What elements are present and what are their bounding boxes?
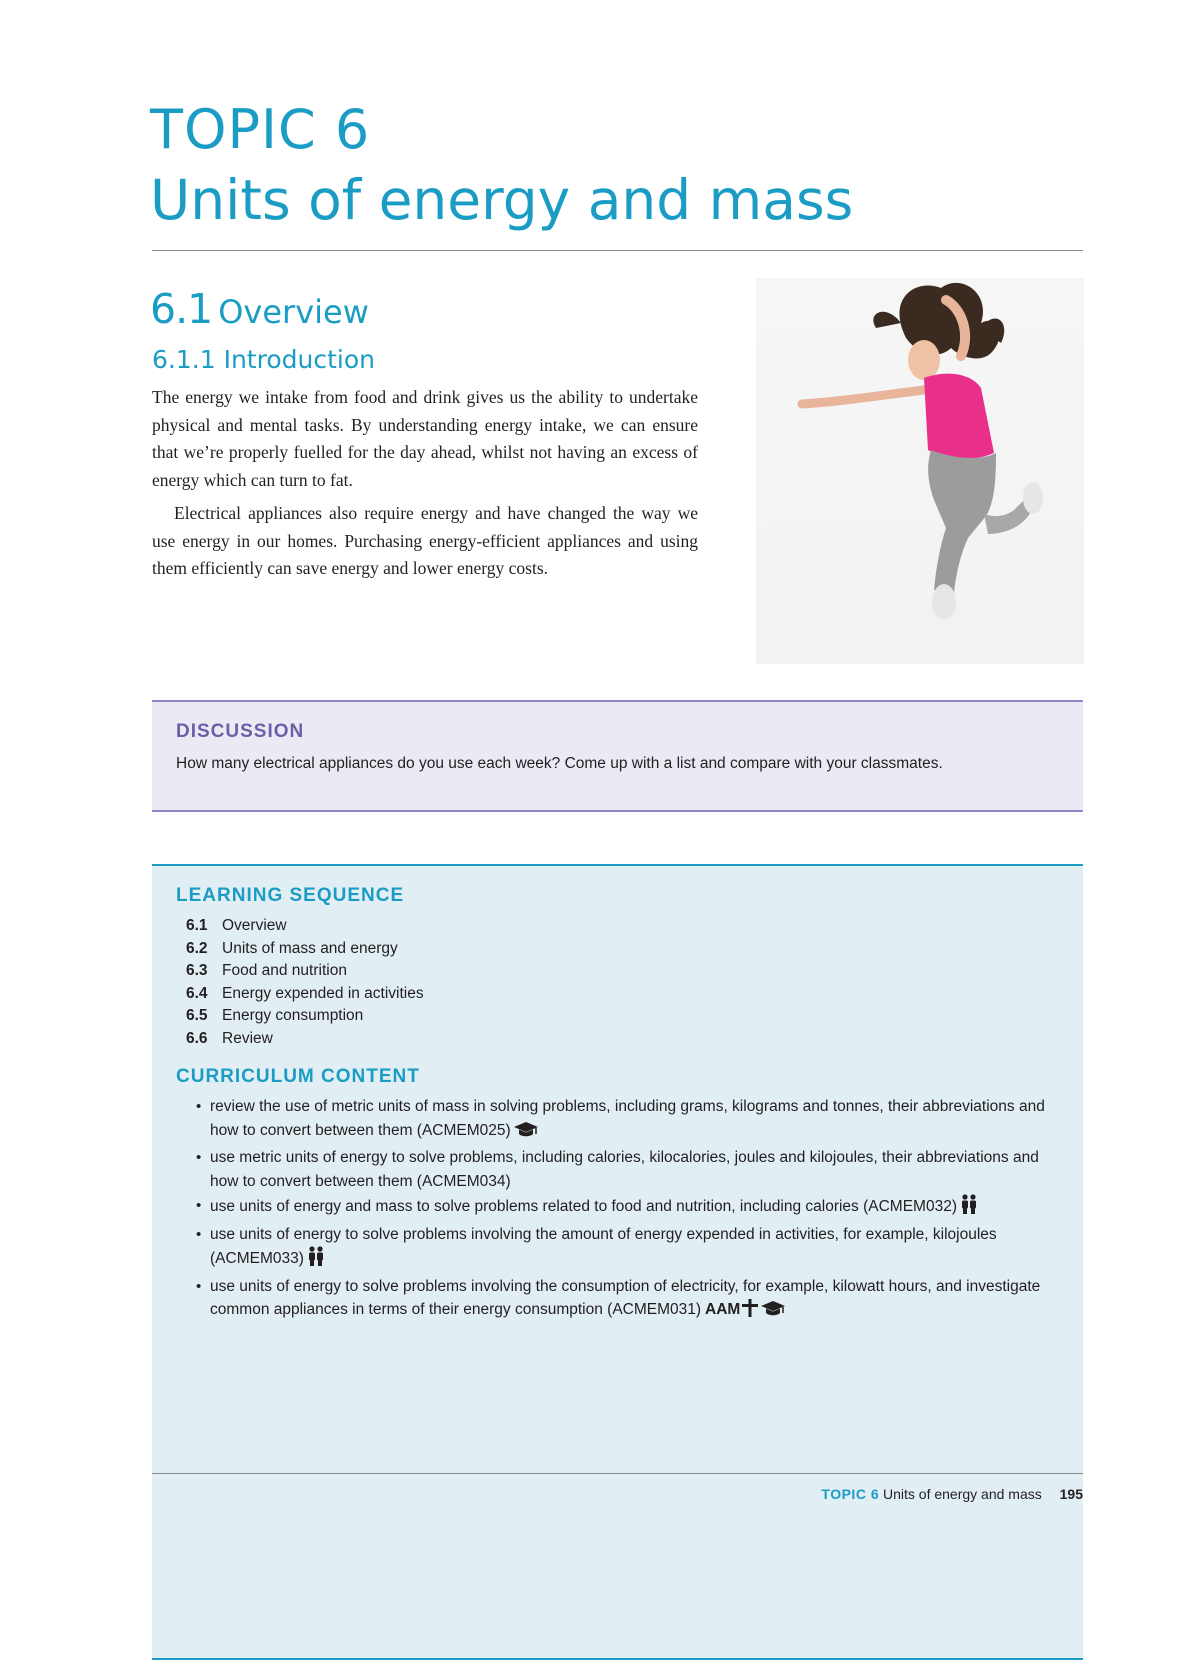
page-footer [821, 1486, 1083, 1502]
curriculum-item: • use units of energy to solve problems involving the consumption of electricity, for example, kilowatt hours, and investigate common appliances in terms of their energy consumption (ACMEM031) AAM [176, 1275, 1066, 1325]
curriculum-item: • review the use of metric units of mass in solving problems, including grams, kilograms and tonnes, their abbreviations and how to convert between them (ACMEM025) [176, 1095, 1066, 1145]
subsection-heading [152, 344, 375, 376]
graduation-cap-icon [760, 1301, 786, 1325]
sequence-item: 6.3 Food and nutrition [186, 962, 347, 980]
header-divider [152, 250, 1083, 251]
intro-paragraph: Electrical appliances also require energy and have changed the way we use energy in our homes. Purchasing energy-efficient appliances and using them efficiently can save energy and lower energy costs. [152, 503, 698, 578]
subsection-title: Introduction [223, 345, 375, 374]
sequence-item: 6.4 Energy expended in activities [186, 984, 424, 1002]
section-title: Overview [218, 293, 369, 331]
footer-title: Units of energy and mass [883, 1486, 1042, 1502]
learning-sequence-heading: LEARNING SEQUENCE [176, 885, 405, 906]
people-icon [306, 1246, 326, 1274]
page-number: 195 [1059, 1486, 1083, 1502]
discussion-text: How many electrical appliances do you use each week? Come up with a list and compare with your classmates. [176, 755, 943, 772]
discussion-heading: DISCUSSION [176, 721, 305, 742]
curriculum-item: • use units of energy and mass to solve problems related to food and nutrition, including calories (ACMEM032) [176, 1194, 1066, 1222]
intro-paragraph: The energy we intake from food and drink gives us the ability to undertake physical and mental tasks. By understanding energy intake, we can ensure that we’re properly fuelled for the day ahead, whilst not having an excess of energy which can turn to fat. [152, 387, 698, 490]
dancer-illustration [756, 278, 1084, 664]
curriculum-item: • use metric units of energy to solve problems, including calories, kilocalories, joules and kilojoules, their abbreviations and how to convert between them (ACMEM034) [176, 1146, 1066, 1193]
graduation-cap-icon [513, 1122, 539, 1146]
curriculum-heading: CURRICULUM CONTENT [176, 1066, 420, 1087]
learning-box [152, 864, 1083, 1660]
section-heading [150, 284, 369, 337]
curriculum-list [176, 1095, 1066, 1326]
sequence-item: 6.6 Review [186, 1029, 273, 1047]
sequence-item: 6.1 Overview [186, 917, 287, 934]
sequence-item: 6.2 Units of mass and energy [186, 939, 398, 957]
sequence-item: 6.5 Energy consumption [186, 1007, 364, 1025]
topic-title: Units of energy and mass [150, 168, 854, 232]
intro-text [152, 384, 698, 589]
footer-divider [152, 1473, 1083, 1474]
dancer-photo [756, 278, 1084, 664]
discussion-box [152, 700, 1083, 812]
topic-label: TOPIC 6 [150, 98, 371, 161]
people-icon [959, 1194, 979, 1222]
footer-topic: TOPIC 6 [821, 1486, 880, 1502]
cross-icon [742, 1299, 758, 1325]
curriculum-item: • use units of energy to solve problems involving the amount of energy expended in activities, for example, kilojoules (ACMEM033) [176, 1223, 1066, 1274]
subsection-number: 6.1.1 [152, 345, 216, 374]
aam-label: AAM [705, 1301, 741, 1318]
section-number: 6.1 [150, 285, 213, 333]
learning-sequence-list [186, 915, 424, 1051]
